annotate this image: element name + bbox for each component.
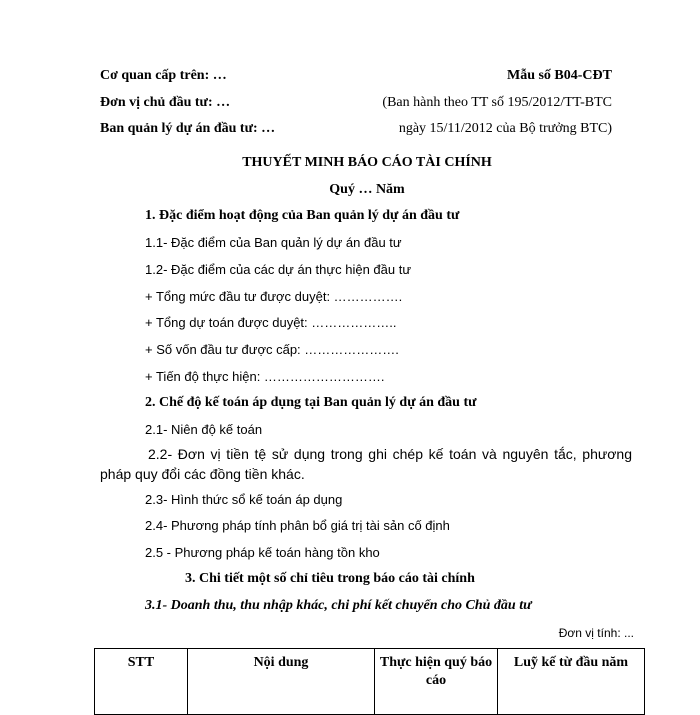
section-3-heading: 3. Chi tiết một số chỉ tiêu trong báo cáo tài chính — [185, 571, 475, 586]
investor-unit-label: Đơn vị chủ đầu tư: … — [100, 95, 231, 110]
issued-circular: (Ban hành theo TT số 195/2012/TT-BTC — [382, 95, 612, 110]
list-item: + Tiến độ thực hiện: ………………………. — [145, 369, 385, 384]
list-item: + Tổng mức đầu tư được duyệt: ……………. — [145, 289, 403, 304]
financial-table — [94, 648, 645, 715]
section-1-heading: 1. Đặc điểm hoạt động của Ban quản lý dự án đầu tư — [145, 208, 460, 223]
col-stt: STT — [95, 649, 188, 715]
section-2-4: 2.4- Phương pháp tính phân bổ giá trị tài sản cố định — [145, 518, 450, 533]
section-2-2-text: 2.2- Đơn vị tiền tệ sử dụng trong ghi chép kế toán và nguyên tắc, phương pháp quy đổi các đồng tiền khác. — [100, 446, 632, 482]
section-3-1-heading: 3.1- Doanh thu, thu nhập khác, chi phí kết chuyển cho Chủ đầu tư — [145, 598, 532, 613]
section-2-3: 2.3- Hình thức sổ kế toán áp dụng — [145, 492, 343, 507]
table-header-row — [95, 649, 645, 715]
col-content: Nội dung — [188, 649, 375, 715]
list-item: + Tổng dự toán được duyệt: ……………….. — [145, 315, 397, 330]
issued-date: ngày 15/11/2012 của Bộ trưởng BTC) — [398, 121, 612, 136]
section-2-1: 2.1- Niên độ kế toán — [145, 422, 263, 437]
list-item: + Số vốn đầu tư được cấp: …………………. — [145, 342, 399, 357]
page-title: THUYẾT MINH BÁO CÁO TÀI CHÍNH — [242, 155, 492, 170]
section-2-5: 2.5 - Phương pháp kế toán hàng tồn kho — [145, 545, 380, 560]
section-2-heading: 2. Chế độ kế toán áp dụng tại Ban quản lý dự án đầu tư — [145, 395, 477, 410]
section-1-1: 1.1- Đặc điểm của Ban quản lý dự án đầu tư — [145, 235, 402, 250]
project-board-label: Ban quản lý dự án đầu tư: … — [100, 121, 276, 136]
section-2-2 — [100, 444, 632, 484]
unit-label: Đơn vị tính: ... — [558, 626, 634, 640]
page-subtitle: Quý … Năm — [329, 182, 405, 197]
col-ytd: Luỹ kế từ đầu năm — [498, 649, 645, 715]
parent-agency-label: Cơ quan cấp trên: … — [100, 68, 227, 83]
section-1-2: 1.2- Đặc điểm của các dự án thực hiện đầu tư — [145, 262, 412, 277]
form-number: Mẫu số B04-CĐT — [506, 68, 612, 83]
col-quarter: Thực hiện quý báo cáo — [375, 649, 498, 715]
